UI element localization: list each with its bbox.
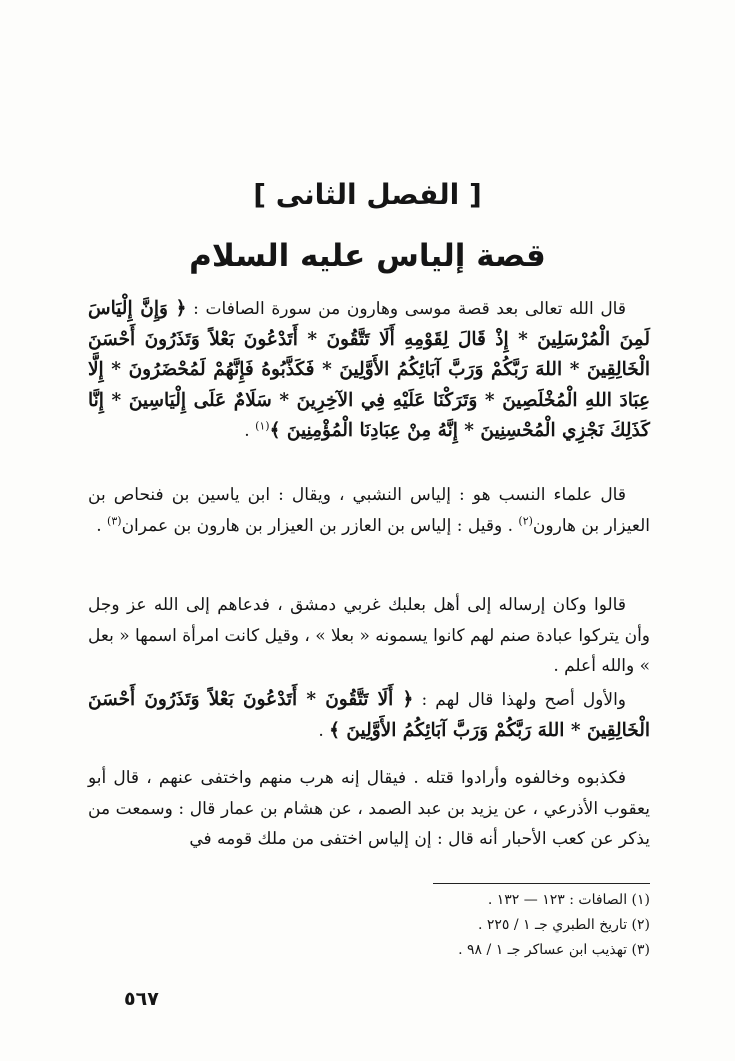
paragraph-text: والأول أصح ولهذا قال لهم :: [421, 690, 627, 710]
paragraph-text: قال علماء النسب هو : إلياس النشبي ، ويقال : ابن ياسين بن فنحاص بن العيزار بن هارون: [88, 485, 650, 536]
paragraph-end: .: [318, 720, 324, 741]
page-number: ٥٦٧: [124, 988, 159, 1010]
section-title: قصة إلياس عليه السلام: [189, 238, 546, 274]
footnote-ref: (٣): [107, 513, 122, 527]
paragraph-text: قالوا وكان إرساله إلى أهل بعلبك غربي دمشق ، فدعاهم إلى الله عز وجل وأن يتركوا عبادة صنم لهم كانوا يسمونه « بعلا » ، وقيل كانت امرأة اسمها « بعل » والله أعلم .: [88, 595, 650, 676]
quran-verse: ﴿ أَلَا تَتَّقُونَ * أَتَدْعُونَ بَعْلاً وَتَذَرُونَ أَحْسَنَ الْخَالِقِينَ * اللهَ رَبَّكُمْ وَرَبَّ آبَائِكُمُ الأَوَّلِينَ ﴾: [88, 689, 650, 741]
paragraph-rejection: [88, 763, 650, 855]
footnote-ref: (٢): [518, 513, 533, 527]
paragraph-end: .: [244, 421, 250, 441]
paragraph-text: . وقيل : إلياس بن العازر بن العيزار بن هارون بن عمران: [121, 515, 513, 536]
footnote-divider: [433, 883, 650, 884]
footnote-2: (٢) تاريخ الطبري جـ ١ / ٢٢٥ .: [477, 917, 650, 933]
footnote-1: (١) الصافات : ١٢٣ — ١٣٢ .: [487, 892, 650, 908]
paragraph-lineage: [88, 480, 650, 541]
paragraph-text: قال الله تعالى بعد قصة موسى وهارون من سورة الصافات :: [193, 299, 626, 319]
paragraph-end: .: [96, 515, 102, 536]
quran-verse: ﴿ وَإِنَّ إِلْيَاسَ لَمِنَ الْمُرْسَلِينَ * إِذْ قَالَ لِقَوْمِهِ أَلَا تَتَّقُونَ * أَتَدْعُونَ بَعْلاً وَتَذَرُونَ أَحْسَنَ الْخَالِقِينَ * اللهَ رَبَّكُمْ وَرَبَّ آبَائِكُمُ الأَوَّلِينَ * فَكَذَّبُوهُ فَإِنَّهُمْ لَمُحْضَرُونَ * إِلَّا عِبَادَ اللهِ الْمُخْلَصِينَ * وَتَرَكْنَا عَلَيْهِ فِي الآخِرِينَ * سَلَامٌ عَلَى إِلْيَاسِينَ * إِنَّا كَذَلِكَ نَجْزِي الْمُحْسِنِينَ * إِنَّهُ مِنْ عِبَادِنَا الْمُؤْمِنِينَ ﴾: [88, 298, 650, 441]
paragraph-mission: [88, 590, 650, 682]
footnote-ref: (١): [255, 419, 270, 433]
footnotes: [300, 888, 650, 963]
paragraph-text: فكذبوه وخالفوه وأرادوا قتله . فيقال إنه هرب منهم واختفى عنهم ، قال أبو يعقوب الأذرعي ، عن يزيد بن عبد الصمد ، عن هشام بن عمار قال : وسمعت من يذكر عن كعب الأحبار أنه قال : إن إلياس اختفى من ملك قومه في: [88, 768, 650, 849]
footnote-3: (٣) تهذيب ابن عساكر جـ ١ / ٩٨ .: [458, 942, 650, 958]
paragraph-quran-intro: [88, 294, 650, 447]
chapter-title: [ الفصل الثانى ]: [253, 178, 482, 211]
paragraph-quran-quote: [88, 685, 650, 746]
